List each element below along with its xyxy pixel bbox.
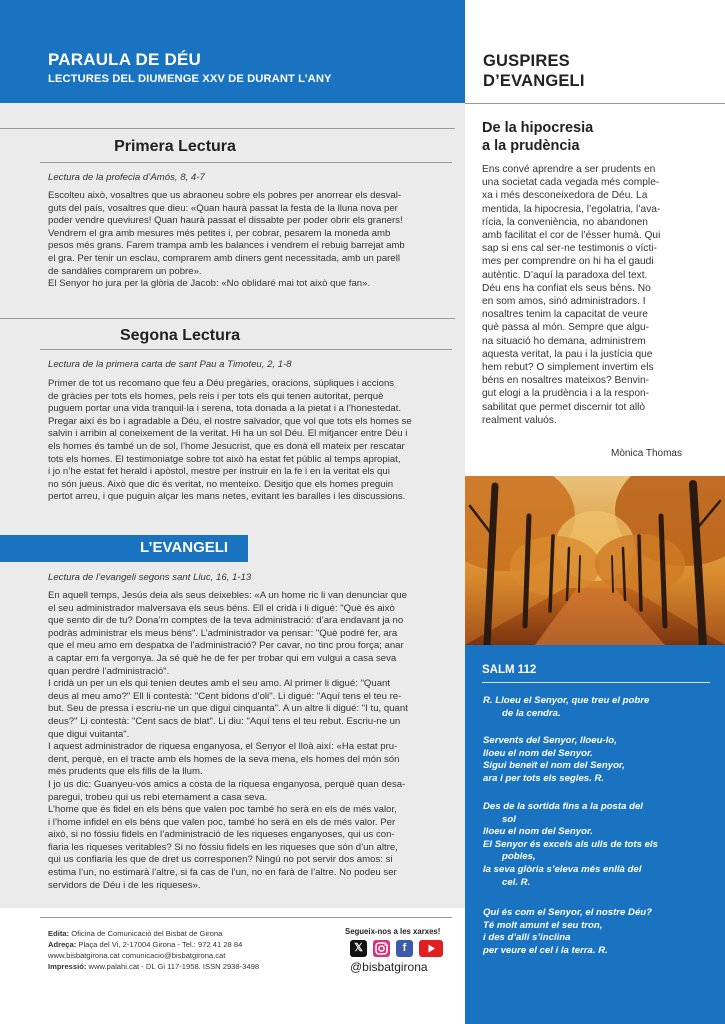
- salm-line: Des de la sortida fins a la posta del: [483, 801, 643, 812]
- segona-lectura-heading: Segona Lectura: [119, 327, 241, 344]
- text-line: estima l’un, no estimarà l’altre, si fa cas de l’un, no en farà de l’altre. No podeu ser: [48, 867, 397, 879]
- text-line: I aquest administrador de riquesa enganyosa, el Senyor el lloà així: «Ha estat pru-: [48, 741, 398, 753]
- text-line: i l’home infidel en els béns que valen poc, també ho serà en els de més valor. Per: [48, 816, 396, 828]
- text-line: El Senyor ho jura per la glòria de Jacob: «No oblidaré mai tot això que fan».: [48, 278, 371, 290]
- social-follow-label: Segueix-nos a les xarxes!: [345, 927, 441, 936]
- text-line: què passa al món. Sempre que algu-: [482, 322, 650, 334]
- guspires-author: Mònica Thomas: [611, 448, 682, 459]
- salm-line: R. Lloeu el Senyor, que treu el pobre: [483, 695, 650, 706]
- text-line: el seu administrador malversava els seus béns. Ell el cridà i li digué: "Què és això: [48, 602, 395, 614]
- salm-line: de la cendra.: [502, 707, 561, 719]
- text-line: el gra. Per tenir un esclau, comprarem amb diners gent necessitada, amb un parell: [48, 252, 400, 264]
- text-line: de sandàlies comprarem un pobre».: [48, 265, 202, 277]
- social-handle[interactable]: @bisbatgirona: [350, 960, 428, 974]
- guspires-header: [465, 0, 725, 103]
- autumn-forest-photo: [465, 476, 725, 645]
- evangeli-heading: L’EVANGELI: [140, 539, 229, 556]
- youtube-icon[interactable]: [419, 940, 443, 957]
- facebook-icon[interactable]: f: [396, 940, 413, 957]
- guspires-heading: [483, 51, 585, 91]
- text-line: Primer de tot us recomano que feu a Déu pregàries, oracions, súpliques i accions: [48, 378, 395, 389]
- header-banner: [0, 0, 465, 103]
- text-line: els homes és també un de sol, l’home Jesucrist, que es donà ell mateix per rescatar: [48, 440, 405, 452]
- text-line: autèntic. D’aquí la paradoxa del text.: [482, 269, 648, 281]
- footer-edita-label: Edita:: [48, 929, 70, 938]
- salm-line: i des d’allí s’inclina: [483, 932, 571, 944]
- salm-line: lloeu el nom del Senyor.: [483, 826, 593, 838]
- text-line: L’home que és fidel en els béns que valen poc també ho serà en els de més valor,: [48, 804, 397, 816]
- salm-line: El Senyor és excels als ulls de tots els: [483, 838, 658, 850]
- evangeli-reference: Lectura de l’evangeli segons sant Lluc, 16, 1-13: [48, 572, 252, 583]
- text-line: podràs administrar els meus béns". L’administrador va pensar: "Què podré fer, ara: [48, 627, 398, 639]
- salm-line: sol: [502, 813, 516, 825]
- footer-impressio-label: Impressió:: [48, 962, 87, 971]
- text-line: sap si ens cal ser-ne testimonis o vícti-: [482, 243, 657, 255]
- salm-title: SALM 112: [482, 664, 537, 676]
- page-title: PARAULA DE DÉU: [48, 50, 201, 69]
- text-line: nosaltres tenim la capacitat de veure: [482, 309, 648, 321]
- text-line: deus?" Li contestà: "Cent sacs de blat". Li diu: "Aquí tens el teu rebut. Escriu-ne un: [48, 715, 401, 727]
- text-line: i jo n’he estat fet herald i apòstol, mestre per instruir en la fe i en la veritat els qui: [48, 466, 390, 478]
- text-line: realment valuós.: [482, 414, 557, 426]
- text-line: sabilitat que permet discernir tot allò: [482, 401, 646, 413]
- guspires-title: [482, 119, 712, 155]
- text-line: de gràcies per tots els homes, pels reis i per tots els qui tenen autoritat, perquè: [48, 390, 384, 402]
- text-line: que digui vuitanta".: [48, 728, 130, 740]
- primera-lectura-heading: Primera Lectura: [114, 138, 236, 155]
- text-line: salvin i arribin al coneixement de la veritat. Hi ha un sol Déu. El mitjancer entre Déu i: [48, 428, 408, 440]
- footer-edita-value: Oficina de Comunicació del Bisbat de Girona: [69, 929, 223, 938]
- primera-lectura-text: [48, 190, 453, 291]
- divider: [482, 682, 710, 683]
- salm-line: la seva glòria s’eleva més enllà del: [483, 863, 642, 875]
- salm-line: ara i per tots els segles. R.: [483, 772, 605, 784]
- footer-adreca-label: Adreça:: [48, 940, 77, 949]
- text-line: gut elogi a la prudència i a la respon-: [482, 388, 650, 400]
- text-line: pesos més grans. Farem trampa amb les balances i vendrem el rebuig barrejat amb: [48, 240, 405, 252]
- guspires-heading-line1: GUSPIRES: [483, 52, 570, 70]
- text-line: a captar em fa vergonya. Ja sé què he de fer per trobar qui em vulgui a casa seva: [48, 652, 397, 664]
- primera-lectura-reference: Lectura de la profecia d’Amós, 8, 4-7: [48, 172, 205, 183]
- text-line: mentida, la hipocresia, l’egolatria, l’ava-: [482, 203, 661, 215]
- text-line: Ens convé aprendre a ser prudents en: [482, 164, 656, 175]
- text-line: En aquell temps, Jesús deia als seus deixebles: «A un home ric li van denunciar que: [48, 590, 407, 601]
- text-line: qui us confiaria les que de dret us corresponen? Ningú no pot servir dos amos: si: [48, 854, 393, 866]
- divider: [40, 162, 452, 163]
- text-line: Pregar així és bo i agradable a Déu, el nostre salvador, que vol que tots els homes se: [48, 415, 412, 427]
- text-line: més prudents que els fills de la llum.: [48, 766, 203, 778]
- text-line: aquesta veritat, la pau i la justícia que: [482, 348, 653, 360]
- text-line: quan perdré l’administració".: [48, 665, 170, 677]
- salm-line: Qui és com el Senyor, el nostre Déu?: [483, 907, 653, 918]
- footer-web: www.bisbatgirona.cat comunicacio@bisbatgirona.cat: [48, 951, 226, 960]
- divider: [465, 103, 725, 104]
- footer-adreca: [48, 940, 242, 950]
- text-line: que el meu amo em despatxa de l’administració? Per cavar, no tinc prou força; anar: [48, 640, 404, 652]
- salm-response: [483, 695, 713, 720]
- text-line: but. Seu de pressa i escriu-ne un que digui cinquanta". A un altre li digué: "I tu, quant: [48, 703, 408, 715]
- footer-impressio: [48, 962, 259, 972]
- divider: [40, 349, 452, 350]
- text-line: paregui, trobeu qui us rebi eternament a casa seva.: [48, 791, 268, 803]
- text-line: puguem portar una vida tranquil·la i serena, tota donada a la pietat i a l’honestedat.: [48, 403, 402, 415]
- text-line: amb facilitat el cor de l’ésser humà. Qui: [482, 230, 661, 242]
- text-line: fiaria les riqueses veritables? Si no fóssiu fidels en les riqueses que són d’un altre,: [48, 841, 398, 853]
- text-line: dent, perquè, en el tracte amb els homes de la seva mena, els homes del món són: [48, 753, 400, 765]
- footer-impressio-value: www.palahi.cat - DL Gi 117-1958. ISSN 2938-3498: [86, 962, 260, 971]
- text-line: en som amos, sinó administradors. I: [482, 296, 646, 308]
- text-line: pertot arreu, i que puguin alçar les mans netes, evitant les baralles i les discussions.: [48, 491, 406, 503]
- text-line: mes per comprendre on hi ha el gaudi: [482, 256, 654, 268]
- guspires-title-line2: a la prudència: [482, 138, 580, 154]
- salm-line: Sigui beneït el nom del Senyor,: [483, 760, 625, 772]
- text-line: guts del país, vosaltres que dieu: «Quan haurà passat la festa de la lluna nova per: [48, 202, 398, 214]
- text-line: I cridà un per un els qui tenien deutes amb el seu amo. Al primer li digué: "Quant: [48, 678, 391, 690]
- text-line: na situació ho demana, administrem: [482, 335, 646, 347]
- salm-line: Servents del Senyor, lloeu-lo,: [483, 735, 617, 746]
- salm-line: lloeu el nom del Senyor.: [483, 747, 593, 759]
- guspires-text: [482, 163, 710, 427]
- text-line: una societat cada vegada més comple-: [482, 177, 660, 189]
- text-line: Déu ens ha confiat els seus béns. No: [482, 282, 651, 294]
- text-line: Vendrem el gra amb mesures més petites i, per cobrar, pesarem la moneda amb: [48, 227, 391, 239]
- text-line: béns en nosaltres mateixos? Benvin-: [482, 375, 650, 387]
- salm-line: pobles,: [502, 851, 536, 863]
- text-line: Escolteu això, vosaltres que us abraoneu sobre els pobres per anorrear els desval-: [48, 190, 402, 201]
- text-line: I jo us dic: Guanyeu-vos amics a costa de la riquesa enganyosa, perquè quan desa-: [48, 778, 406, 790]
- text-line: poder vendre queviures! Quan haurà passat el dissabte per poder obrir els graners!: [48, 215, 403, 227]
- segona-lectura-text: [48, 378, 453, 504]
- x-icon[interactable]: 𝕏: [350, 940, 367, 957]
- text-line: xa i més desconeixedora de Déu. La: [482, 190, 648, 202]
- evangeli-text: [48, 590, 453, 892]
- text-line: tots els homes. El testimoniatge sobre tot això ha estat fet públic al temps apropiat,: [48, 453, 401, 465]
- autumn-forest-illustration: [465, 476, 725, 645]
- text-line: deus al meu amo?" Ell li contestà: "Cent bidons d’oli". Li digué: "Aquí tens el teu re-: [48, 690, 402, 702]
- salm-stanza: [483, 735, 713, 785]
- text-line: hem rebut? O simplement invertim els: [482, 362, 654, 374]
- salm-line: cel. R.: [502, 876, 531, 888]
- text-line: rícia, la conveniència, no abandonen: [482, 216, 648, 228]
- guspires-title-line1: De la hipocresia: [482, 120, 594, 136]
- salm-line: Té molt amunt el seu tron,: [483, 919, 603, 931]
- salm-line: per veure el cel i la terra. R.: [483, 944, 608, 956]
- text-line: això, si no fóssiu fidels en l’administració de les riqueses enganyoses, qui us con-: [48, 829, 395, 841]
- text-line: servidors de Déu i de les riqueses».: [48, 879, 201, 891]
- divider: [0, 128, 455, 129]
- page-subtitle: LECTURES DEL DIUMENGE XXV DE DURANT L’ANY: [48, 73, 332, 85]
- divider: [40, 917, 452, 918]
- footer-adreca-value: Plaça del Vi, 2-17004 Girona - Tel.: 972 41 28 84: [76, 940, 243, 949]
- divider: [0, 318, 455, 319]
- footer-edita: [48, 929, 222, 939]
- guspires-heading-line2: D’EVANGELI: [483, 72, 585, 90]
- instagram-icon[interactable]: [373, 940, 390, 957]
- salm-stanza: [483, 907, 713, 957]
- text-line: que sento dir de tu? Dona’m comptes de la teva administració: d’ara endavant ja no: [48, 615, 404, 627]
- text-line: no són jueus. Això que dic és veritat, no menteixo. Desitjo que els homes preguin: [48, 478, 394, 490]
- salm-stanza: [483, 801, 713, 889]
- segona-lectura-reference: Lectura de la primera carta de sant Pau a Timoteu, 2, 1-8: [48, 359, 292, 370]
